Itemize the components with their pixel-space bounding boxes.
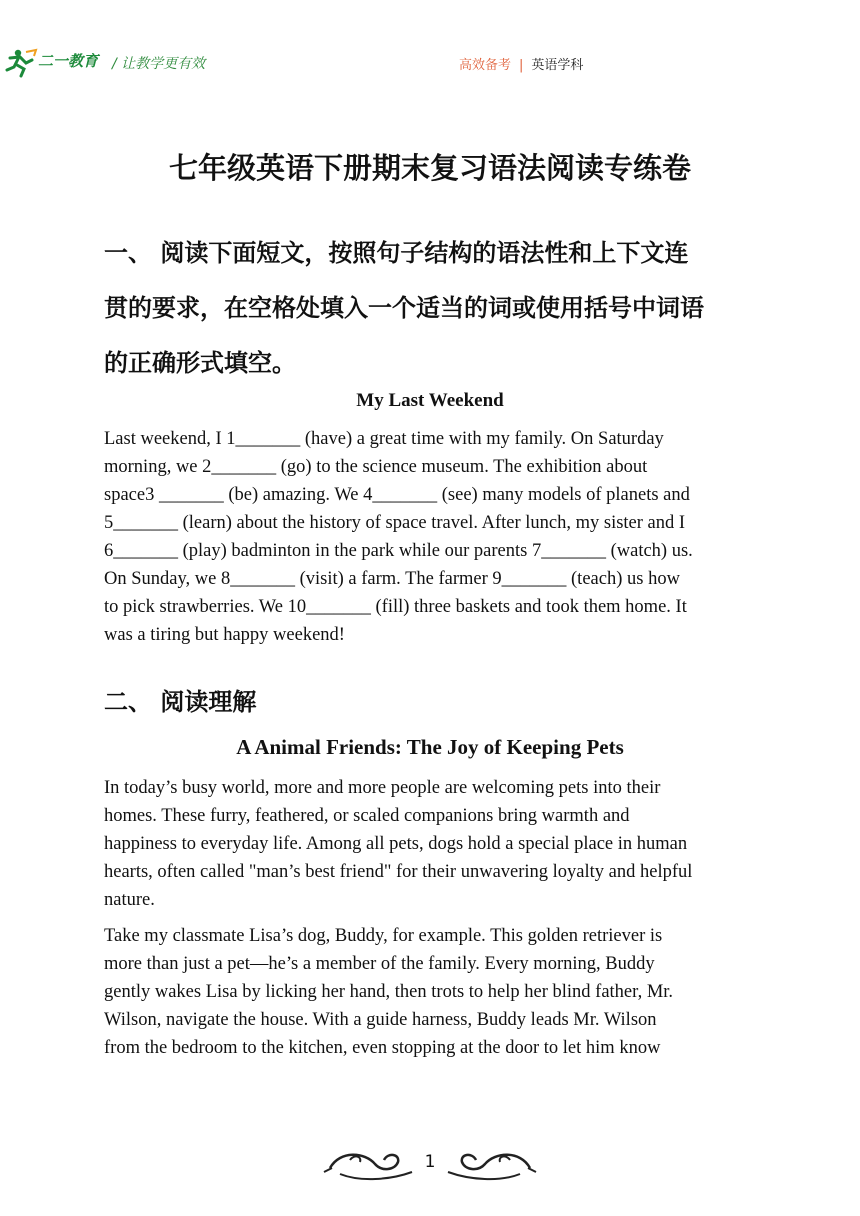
passage-line: homes. These furry, feathered, or scaled companions bring warmth and xyxy=(104,806,630,826)
header-right xyxy=(459,54,583,73)
passage-line: nature. xyxy=(104,890,155,910)
section1-line: 一、 阅读下面短文，按照句子结构的语法性和上下文连 xyxy=(104,239,689,267)
section1-line: 的正确形式填空。 xyxy=(104,349,296,377)
header-tag-subject: 英语学科 xyxy=(531,58,584,73)
passage-line: Last weekend, I 1_______ (have) a great time with my family. On Saturday xyxy=(104,429,664,449)
section1-instructions xyxy=(104,226,764,391)
logo-text: 二一教育 xyxy=(38,52,99,70)
passage-line: happiness to everyday life. Among all pets, dogs hold a special place in human xyxy=(104,834,688,854)
header-separator: | xyxy=(519,58,524,73)
passage-line: was a tiring but happy weekend! xyxy=(104,625,345,645)
page-title: 七年级英语下册期末复习语法阅读专练卷 xyxy=(168,151,691,185)
passage-line: more than just a pet—he’s a member of the family. Every morning, Buddy xyxy=(104,954,655,974)
passage-line: In today’s busy world, more and more people are welcoming pets into their xyxy=(104,778,661,798)
header-slogan: / 让教学更有效 xyxy=(112,56,206,72)
passage-line: morning, we 2_______ (go) to the science museum. The exhibition about xyxy=(104,457,648,477)
passage1-title: My Last Weekend xyxy=(356,390,504,411)
passage-line: to pick strawberries. We 10_______ (fill) three baskets and took them home. It xyxy=(104,597,687,617)
page-header xyxy=(0,40,860,80)
passage-line: hearts, often called "man’s best friend" for their unwavering loyalty and helpful xyxy=(104,862,693,882)
header-tag-exam: 高效备考 xyxy=(459,58,512,73)
passage2-paragraph-1 xyxy=(104,774,754,914)
page-number: 1 xyxy=(424,1152,436,1172)
section1-line: 贯的要求，在空格处填入一个适当的词或使用括号中词语 xyxy=(104,294,704,322)
section2-heading: 二、 阅读理解 xyxy=(104,688,257,716)
passage-line: 5_______ (learn) about the history of space travel. After lunch, my sister and I xyxy=(104,513,686,533)
passage-line: space3 _______ (be) amazing. We 4_______ (see) many models of planets and xyxy=(104,485,690,505)
passage-line: gently wakes Lisa by licking her hand, then trots to help her blind father, Mr. xyxy=(104,982,674,1002)
passage-line: from the bedroom to the kitchen, even stopping at the door to let him know xyxy=(104,1038,661,1058)
passage1-body xyxy=(104,425,754,649)
passage-line: 6_______ (play) badminton in the park while our parents 7_______ (watch) us. xyxy=(104,541,693,561)
passage-line: Wilson, navigate the house. With a guide harness, Buddy leads Mr. Wilson xyxy=(104,1010,657,1030)
passage2-paragraph-2 xyxy=(104,922,754,1062)
passage-line: Take my classmate Lisa’s dog, Buddy, for example. This golden retriever is xyxy=(104,926,663,946)
passage2-title: A Animal Friends: The Joy of Keeping Pets xyxy=(236,735,624,759)
passage-line: On Sunday, we 8_______ (visit) a farm. The farmer 9_______ (teach) us how xyxy=(104,569,680,589)
